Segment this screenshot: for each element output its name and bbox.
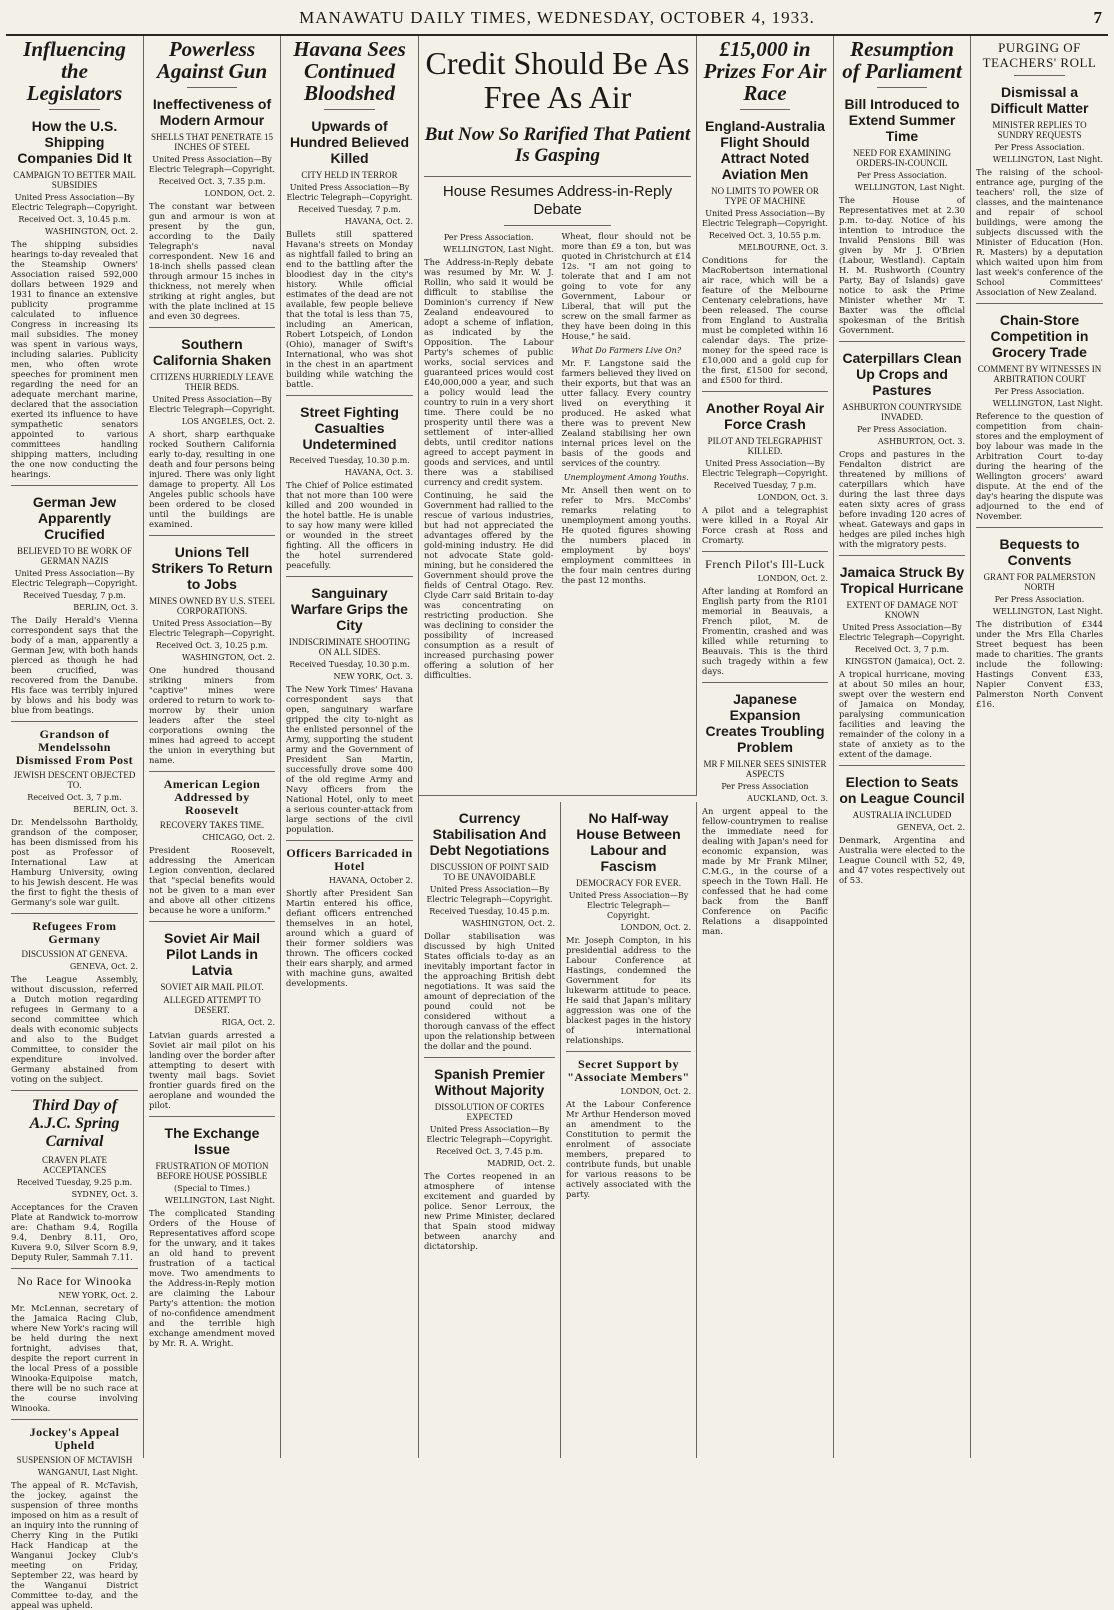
credit: Per Press Association. xyxy=(994,595,1085,604)
article-body: The Cortes reopened in an atmosphere of intense excitement and guarded by police. Senor Lerroux, the new Prime Minister, declared that Spain stood midway between anarchy and dictatorship. xyxy=(424,1171,555,1251)
headline: Election to Seats on League Council xyxy=(839,774,965,806)
dateline: LOS ANGELES, Oct. 2. xyxy=(181,417,275,426)
credit: United Press Association—By Electric Telegraph—Copyright. xyxy=(11,193,138,212)
article-body: The Address-in-Reply debate was resumed by Mr. W. J. Rollin, who said it would be difficult to stabilise the Dominion's currency if New Zealand endeavoured to adopt a scheme of inflation, as indicated by the Opposition. The Labour Party's schemes of public works, social services and guaranteed prices would cost £40,000,000 a year, and such a policy would lead the country to ruin in a very short time. There could be no prosperity until there was a settlement of inter-allied debts, until creditor nations agreed to accept payment in goods and services, and until there was a stabilised currency and credit system. xyxy=(424,257,554,487)
divider xyxy=(149,1116,275,1117)
subhead: Upwards of Hundred Believed Killed xyxy=(289,118,410,166)
received-line: Received Tuesday, 10.30 p.m. xyxy=(289,456,410,465)
dateline: LONDON, Oct. 2. xyxy=(757,574,828,583)
dateline: AUCKLAND, Oct. 3. xyxy=(747,794,828,803)
center-columns xyxy=(424,231,691,680)
divider xyxy=(11,1090,138,1091)
received-line: Received Tuesday, 10.30 p.m. xyxy=(289,660,410,669)
deck: PILOT AND TELEGRAPHIST KILLED. xyxy=(707,436,823,456)
divider xyxy=(49,109,100,110)
article-body: The raising of the school-entrance age, purging of the teachers' roll, the size of classes, and the maintenance and repair of school buildings, were among the subjects discussed with the Minister of Education (Hon. R. Masters) by a deputation which waited upon him from last week's conference of the School Committees' Association of New Zealand. xyxy=(976,167,1103,297)
dateline: WELLINGTON, Last Night. xyxy=(992,607,1103,616)
credit: United Press Association—By Electric Telegraph—Copyright. xyxy=(839,623,965,642)
headline: Chain-Store Competition in Grocery Trade xyxy=(990,312,1089,360)
deck: DISCUSSION AT GENEVA. xyxy=(21,949,128,959)
deck: BELIEVED TO BE WORK OF GERMAN NAZIS xyxy=(16,546,132,566)
column-6 xyxy=(834,36,971,1458)
article-body: Crops and pastures in the Fendalton district are threatened by millions of caterpillars which have during the last three days eaten sixty acres of grass before invading 120 acres of wheat. Gateways and gaps in hedges are piled inches high with the migratory pests. xyxy=(839,449,965,549)
credit: United Press Association—By Electric Telegraph—Copyright. xyxy=(426,1125,553,1144)
headline: Caterpillars Clean Up Crops and Pastures xyxy=(842,350,962,398)
received-line: Received Oct. 3, 7 p.m. xyxy=(854,645,950,654)
headline: The Exchange Issue xyxy=(164,1125,260,1157)
divider xyxy=(839,341,965,342)
divider xyxy=(702,551,828,552)
divider xyxy=(976,303,1103,304)
received-line: Received Tuesday, 9.25 p.m. xyxy=(16,1178,133,1187)
center-feature xyxy=(419,36,697,796)
deck: MR F MILNER SEES SINISTER ASPECTS xyxy=(703,759,827,779)
article-body: The New York Times' Havana correspondent says that open, sanguinary warfare gripped the city to-night as the enlisted personnel of the Army, supporting the student army and the Government of President San Martin, successfully drove some 400 of the old regime Army and Navy officers from the National Hotel, only to meet a serious counter-attack from large sections of the civil population. xyxy=(286,684,413,834)
divider xyxy=(1014,75,1065,76)
headline: Officers Barricaded in Hotel xyxy=(286,846,413,873)
dateline: LONDON, Oct. 2. xyxy=(204,189,275,198)
divider xyxy=(286,840,413,841)
deck: CITY HELD IN TERROR xyxy=(301,170,398,180)
center-column-left xyxy=(424,231,554,680)
headline: Grandson of Mendelssohn Dismissed From Post xyxy=(15,727,134,767)
headline: Bequests to Convents xyxy=(999,536,1080,568)
divider xyxy=(566,1051,691,1052)
credit: United Press Association—By Electric Telegraph—Copyright. xyxy=(568,891,689,920)
masthead-title: MANAWATU DAILY TIMES, WEDNESDAY, OCTOBER 4, 1933. xyxy=(299,8,815,27)
article-body: Mr. Joseph Compton, in his presidential address to the Labour Conference at Hastings, condemned the Government for its lukewarm attitude to peace. He said that Japan's military aggression was one of the blackest pages in the history of international relationships. xyxy=(566,935,691,1045)
dateline: WELLINGTON, Last Night. xyxy=(992,155,1103,164)
dateline: WASHINGTON, Oct. 2. xyxy=(44,227,138,236)
credit: Per Press Association xyxy=(721,782,809,791)
dateline: LONDON, Oct. 2. xyxy=(620,923,691,932)
article-body: Continuing, he said the Government had rallied to the rescue of various industries, but had not appreciated the advantages offered by the gold-mining industry. He did not advocate State gold-mining, but he considered the Government should prove the fields of Central Otago. Rev. Clyde Carr said Britain to-day was concentrating on restricting production. She was declining to consider the possibility of increased consumption as a result of increased purchasing power offering a solution of her difficulties. xyxy=(424,490,554,680)
divider xyxy=(877,87,927,88)
main-subheadline: But Now So Rarified That Patient Is Gasping xyxy=(424,124,691,166)
deck: ASHBURTON COUNTRYSIDE INVADED. xyxy=(842,402,962,422)
received-line: Received Tuesday, 10.45 p.m. xyxy=(429,907,550,916)
article-body: A pilot and a telegraphist were killed in a Royal Air Force crash at Ross and Cromarty. xyxy=(702,505,828,545)
article-body: Mr. McLennan, secretary of the Jamaica Racing Club, where New York's racing will be held during the next fortnight, advises that, despite the report current in the local Press of a possible Winooka-Equipoise match, there will be no such race at the course involving Winooka. xyxy=(11,1303,138,1413)
headline: Sanguinary Warfare Grips the City xyxy=(291,585,408,633)
dateline: BERLIN, Oct. 3. xyxy=(73,603,138,612)
received-line: Received Tuesday, 7 p.m. xyxy=(713,481,817,490)
article-body: The appeal of R. McTavish, the jockey, against the suspension of three months imposed on him as a result of an inquiry into the running of Cherry King in the Putiki Hack Handicap at the Wanganui Jockey Club's meeting on Friday, September 22, was heard by the Wanganui District Committee to-day, and the appeal was upheld. xyxy=(11,1480,138,1610)
divider xyxy=(149,535,275,536)
article-body: The League Assembly, without discussion, referred a Dutch motion regarding refugees in Germany to a second committee which deals with economic subjects and also to the Budget Committee, to consider the expenditure involved. Germany abstained from voting on the subject. xyxy=(11,974,138,1084)
deck: CITIZENS HURRIEDLY LEAVE THEIR BEDS. xyxy=(150,372,274,392)
main-headline: Credit Should Be As Free As Air xyxy=(425,45,690,115)
headline: Resumption of Parliament xyxy=(842,37,962,83)
received-line: Received Oct. 3, 7.45 p.m. xyxy=(435,1147,544,1156)
article-body: The distribution of £344 under the Mrs Ella Charles Street bequest has been made to charities. The grants include the following: Hastings Convent £33, Napier Convent £33, Palmerston North Convent £16. xyxy=(976,619,1103,709)
divider xyxy=(286,576,413,577)
article-body: The Daily Herald's Vienna correspondent says that the body of a man, apparently a German Jew, with both hands pierced as though he had been crucified, was recovered from the Danube. His face was terribly injured by blows and his body was blue from beatings. xyxy=(11,615,138,715)
credit: Per Press Association. xyxy=(857,425,947,434)
divider xyxy=(187,87,237,88)
dateline: ASHBURTON, Oct. 3. xyxy=(877,437,965,446)
deck: RECOVERY TAKES TIME. xyxy=(159,820,265,830)
deck: INDISCRIMINATE SHOOTING ON ALL SIDES. xyxy=(288,637,411,657)
subhead: England-Australia Flight Should Attract Noted Aviation Men xyxy=(705,118,825,182)
headline: American Legion Addressed by Roosevelt xyxy=(163,777,261,817)
credit: (Special to Times.) xyxy=(174,1184,250,1193)
article-body: The complicated Standing Orders of the House of Representatives afford scope for the unwary, and it takes an old hand to prevent frustration of a tactical move. Two amendments to the Address-in-Reply motion are claiming the Labour Party's attention: the motion of no-confidence amendment and the terrible high exchange amendment moved by Mr. R. A. Wright. xyxy=(149,1208,275,1348)
credit: United Press Association—By Electric Telegraph—Copyright. xyxy=(149,619,275,638)
article-body: Mr. F. Langstone said the farmers believed they lived on their exports, but that was an utter fallacy. Every country lived on everything it produced. He asked what there was to prevent New Zealand stabilising her own internal prices level on the basis of the goods and services of the country. xyxy=(561,358,691,468)
deck: NO LIMITS TO POWER OR TYPE OF MACHINE xyxy=(711,186,819,206)
article-body: Latvian guards arrested a Soviet air mail pilot on his landing over the border after attempting to desert with twenty mail bags. Soviet frontier guards fired on the aeroplane and wounded the pilot. xyxy=(149,1030,275,1110)
credit: United Press Association—By Electric Telegraph—Copyright. xyxy=(11,569,138,588)
headline: Jamaica Struck By Tropical Hurricane xyxy=(839,564,965,596)
dateline: HAVANA, Oct. 2. xyxy=(344,217,413,226)
article-body: Dollar stabilisation was discussed by high United States officials to-day as an inevitably important factor in the approaching British debt negotiations. It was said the amount of depreciation of the pound could not be considered without a thorough canvass of the effect upon the relationship between the dollar and the pound. xyxy=(424,931,555,1051)
deck: GRANT FOR PALMERSTON NORTH xyxy=(983,572,1096,592)
divider xyxy=(424,1057,555,1058)
article-body: Conditions for the MacRobertson international air race, which will be a feature of the Melbourne Centenary celebrations, have been released. The course from England to Australia must be completed within 16 calendar days. The prize-money for the speed race is £10,000 and a gold cup for the first, £1500 for second, and £500 for third. xyxy=(702,255,828,385)
deck: CAMPAIGN TO BETTER MAIL SUBSIDIES xyxy=(13,170,136,190)
subhead: Dismissal a Difficult Matter xyxy=(990,84,1089,116)
divider xyxy=(702,682,828,683)
dateline: NEW YORK, Oct. 2. xyxy=(58,1291,138,1300)
subheading: Unemployment Among Youths. xyxy=(563,473,689,482)
deck: SOVIET AIR MAIL PILOT. xyxy=(160,982,264,992)
dateline: WELLINGTON, Last Night. xyxy=(854,183,965,192)
headline: Spanish Premier Without Majority xyxy=(434,1066,545,1098)
dateline: HAVANA, Oct. 3. xyxy=(344,468,413,477)
credit: Per Press Association. xyxy=(994,387,1085,396)
deck: DISCUSSION OF POINT SAID TO BE UNAVOIDABLE xyxy=(430,862,549,882)
article-body: Acceptances for the Craven Plate at Randwick to-morrow are: Chatham 9.4, Rogilla 9.4, Denbry 8.11, Oro, Kuvera 9.0, Silver Scorn 8.9, Deputy Ruler, Sammah 7.11. xyxy=(11,1202,138,1262)
divider xyxy=(740,109,790,110)
dateline: MELBOURNE, Oct. 3. xyxy=(738,243,828,252)
received-line: Received Tuesday, 7 p.m. xyxy=(298,205,401,214)
headline: Currency Stabilisation And Debt Negotiations xyxy=(429,810,550,858)
article-body: The Chief of Police estimated that not more than 100 were killed and 200 wounded in the hotel battle. He is unable to say how many were killed or wounded in the street fighting. All the officers in the hotel surrendered peacefully. xyxy=(286,480,413,570)
received-line: Received Oct. 3, 10.55 p.m. xyxy=(708,231,822,240)
divider xyxy=(11,1268,138,1269)
credit: United Press Association—By Electric Telegraph—Copyright. xyxy=(149,155,275,174)
house-headline: House Resumes Address-in-Reply Debate xyxy=(442,183,673,218)
dateline: WASHINGTON, Oct. 2. xyxy=(181,653,275,662)
divider xyxy=(11,721,138,722)
deck: AUSTRALIA INCLUDED xyxy=(852,810,952,820)
divider xyxy=(286,395,413,396)
headline: Powerless Against Gun xyxy=(156,37,268,83)
headline: Refugees From Germany xyxy=(32,919,117,946)
headline: Japanese Expansion Creates Troubling Problem xyxy=(705,691,825,755)
article-body: Wheat, flour should not be more than £9 a ton, but was quoted in Christchurch at £14 12s. "I am not going to tolerate that and I am not going to vote for any Government, Labour or Liberal, that will put the screw on the small farmer as they have been doing in this House," he said. xyxy=(561,231,691,341)
credit: United Press Association—By Electric Telegraph—Copyright. xyxy=(702,459,828,478)
headline: No Race for Winooka xyxy=(17,1274,132,1288)
deck: NEED FOR EXAMINING ORDERS-IN-COUNCIL xyxy=(853,148,951,168)
column-1 xyxy=(6,36,144,1610)
deck: FRUSTRATION OF MOTION BEFORE HOUSE POSSIBLE xyxy=(155,1161,269,1181)
dateline: WELLINGTON, Last Night. xyxy=(164,1196,275,1205)
article-body: Mr. Ansell then went on to refer to Mrs. McCombs' remarks relating to unemployment among youths. He quoted figures showing the numbers placed in employment by boys' employment committees in the four main centres during the past 12 months. xyxy=(561,485,691,585)
credit: United Press Association—By Electric Telegraph—Copyright. xyxy=(149,395,275,414)
headline: Street Fighting Casualties Undetermined xyxy=(300,404,399,452)
divider xyxy=(11,913,138,914)
divider xyxy=(702,391,828,392)
received-line: Received Tuesday, 7 p.m. xyxy=(23,591,126,600)
dateline: LONDON, Oct. 2. xyxy=(620,1087,691,1096)
divider xyxy=(11,485,138,486)
credit: United Press Association—By Electric Telegraph—Copyright. xyxy=(426,885,553,904)
received-line: Received Oct. 3, 10.45 p.m. xyxy=(18,215,131,224)
deck: DISSOLUTION OF CORTES EXPECTED xyxy=(434,1102,545,1122)
headline: Another Royal Air Force Crash xyxy=(705,400,825,432)
article-body: Reference to the question of competition from chain-stores and the employment of boy labour was made in the Arbitration Court to-day during the hearing of the Wellington grocers' award dispute. At the end of the day's hearing the dispute was adjourned to the end of November. xyxy=(976,411,1103,521)
headline: Soviet Air Mail Pilot Lands in Latvia xyxy=(164,930,260,978)
received-line: Received Oct. 3, 7 p.m. xyxy=(27,793,122,802)
headline: French Pilot's Ill-Luck xyxy=(705,557,825,571)
article-body: A short, sharp earthquake rocked Southern California early to-day, resulting in one death and four persons being injured. There was only light damage to property. All Los Angeles public schools have been ordered to be closed until the buildings are examined. xyxy=(149,429,275,529)
article-body: At the Labour Conference Mr Arthur Henderson moved an amendment to the Constitution to permit the enrolment of associate members, prepared to contribute funds, but unable for various reasons to be actively associated with the party. xyxy=(566,1099,691,1199)
headline: £15,000 in Prizes For Air Race xyxy=(703,37,827,105)
article-body: Shortly after President San Martin entered his office, defiant officers entrenched themselves in an hotel, around which a guard of their former soldiers was thrown. The officers cocked their ears sharply, and armed with machine guns, awaited developments. xyxy=(286,888,413,988)
dateline: WANGANUI, Last Night. xyxy=(37,1468,138,1477)
divider xyxy=(839,555,965,556)
dateline: WELLINGTON, Last Night. xyxy=(443,245,554,254)
dateline: LONDON, Oct. 3. xyxy=(757,493,828,502)
deck: MINES OWNED BY U.S. STEEL CORPORATIONS. xyxy=(149,596,275,616)
article-body: The shipping subsidies hearings to-day revealed that the Steamship Owners' Association raised 592,000 dollars between 1929 and 1931 to finance an extensive publicity programme calculated to influence Congress in increasing its mail subsidies. The money was spent in various ways, including salaries. Publicity men, who often wrote speeches for prominent men regarding the need for an adequate merchant marine, declared that the association exerted its influence to have sympathetic senators appointed to various committees handling shipping matters, including the one now conducting the hearings. xyxy=(11,239,138,479)
headline: Third Day of A.J.C. Spring Carnival xyxy=(29,1097,120,1150)
divider xyxy=(324,109,375,110)
masthead xyxy=(6,4,1108,36)
dateline: CHICAGO, Oct. 2. xyxy=(202,833,275,842)
dateline: MADRID, Oct. 2. xyxy=(487,1159,555,1168)
article-body: Dr. Mendelssohn Bartholdy, grandson of the composer, has been dismissed from his post as Professor of International Law at Hamburg University, owing to his Jewish descent. He was the first to fight the thesis of Germany's sole war guilt. xyxy=(11,817,138,907)
article-body: President Roosevelt, addressing the American Legion convention, declared that "special benefits would not be given to a man ever and above all other citizens because he wore a uniform." xyxy=(149,845,275,915)
subhead: How the U.S. Shipping Companies Did It xyxy=(17,118,132,166)
headline: Unions Tell Strikers To Return to Jobs xyxy=(151,544,273,592)
headline: No Half-way House Between Labour and Fascism xyxy=(576,810,681,874)
dateline: WASHINGTON, Oct. 2. xyxy=(461,919,555,928)
center-column-right xyxy=(562,231,692,680)
received-line: Received Oct. 3, 10.25 p.m. xyxy=(155,641,269,650)
column-7 xyxy=(971,36,1108,1458)
divider xyxy=(11,1419,138,1420)
deck: SHELLS THAT PENETRATE 15 INCHES OF STEEL xyxy=(151,132,273,152)
deck: DEMOCRACY FOR EVER. xyxy=(576,878,681,888)
headline: German Jew Apparently Crucified xyxy=(32,494,117,542)
dateline: WELLINGTON, Last Night. xyxy=(992,399,1103,408)
dateline: HAVANA, October 2. xyxy=(328,876,413,885)
subhead: Bill Introduced to Extend Summer Time xyxy=(844,96,960,144)
deck: COMMENT BY WITNESSES IN ARBITRATION COURT xyxy=(977,364,1102,384)
dateline: BERLIN, Oct. 3. xyxy=(73,805,138,814)
article-body: After landing at Romford an English party from the R101 memorial in Beauvais, a French pilot, M. de Fromentin, crashed and was killed while returning to Beauvais. This is the third such tragedy within a few days. xyxy=(702,586,828,676)
deck: MINISTER REPLIES TO SUNDRY REQUESTS xyxy=(992,120,1087,140)
dateline: RIGA, Oct. 2. xyxy=(221,1018,275,1027)
credit: United Press Association—By Electric Telegraph—Copyright. xyxy=(286,183,413,202)
column-2 xyxy=(144,36,281,1458)
headline: Secret Support by "Associate Members" xyxy=(567,1057,690,1084)
divider xyxy=(149,771,275,772)
article-body: The House of Representatives met at 2.30 p.m. to-day. Notice of his intention to introduce the Invalid Pensions Bill was given by Mr J. O'Brien (Labour, Westland). Captain H. M. Rushworth (Country Party, Bay of Islands) gave notice to ask the Prime Minister whether Mr T. Baxter was the official spokesman of the British Government. xyxy=(839,195,965,335)
divider xyxy=(976,527,1103,528)
deck: CRAVEN PLATE ACCEPTANCES xyxy=(41,1155,108,1175)
page-number: 7 xyxy=(1093,8,1102,27)
dateline: GENEVA, Oct. 2. xyxy=(896,823,965,832)
bottom-column-left xyxy=(419,802,561,1458)
divider xyxy=(149,327,275,328)
column-3 xyxy=(281,36,419,1458)
headline: Southern California Shaken xyxy=(152,336,272,368)
headline: Influencing the Legislators xyxy=(23,37,126,105)
received-line: Received Oct. 3, 7.35 p.m. xyxy=(158,177,266,186)
divider xyxy=(839,765,965,766)
deck: EXTENT OF DAMAGE NOT KNOWN xyxy=(846,600,958,620)
divider xyxy=(424,176,691,177)
credit: United Press Association—By Electric Telegraph—Copyright. xyxy=(702,209,828,228)
headline: Jockey's Appeal Upheld xyxy=(29,1425,120,1452)
divider xyxy=(504,225,611,226)
columns xyxy=(6,36,1108,1610)
article-body: Bullets still spattered Havana's streets on Monday as nightfall failed to bring an end to the battling after the bloodiest day in the city's history. While official estimates of the dead are not available, few people believe that the total is less than 75, including an American, Robert Lotspeich, of London (Ohio), manager of Swift's International, who was shot in the chest in an apartment building while watching the battle. xyxy=(286,229,413,389)
credit: Per Press Association. xyxy=(994,143,1085,152)
dateline: NEW YORK, Oct. 3. xyxy=(333,672,413,681)
dateline: GENEVA, Oct. 2. xyxy=(69,962,138,971)
divider xyxy=(149,921,275,922)
article-body: A tropical hurricane, moving at about 50 miles an hour, swept over the western end of Jamaica on Monday, paralysing communication facilities and leaving the remainder of the colony in a state of anxiety as to the extent of the damage. xyxy=(839,669,965,759)
article-body: Denmark, Argentina and Australia were elected to the League Council with 52, 49, and 47 votes respectively out of 53. xyxy=(839,835,965,885)
subhead: Ineffectiveness of Modern Armour xyxy=(152,96,272,128)
dateline: SYDNEY, Oct. 3. xyxy=(71,1190,138,1199)
article-body: One hundred thousand striking miners from "captive" mines were ordered to return to work to-morrow by their union leaders after the steel corporations owning the mines had agreed to accept the union in everything but name. xyxy=(149,665,275,765)
article-body: The constant war between gun and armour is won at present by the gun, according to the Daily Telegraph's naval correspondent. New 16 and 18-inch shells passed clean through armour 15 inches in thickness, not merely when striking at right angles, but with the plate inclined at 15 and even 30 degrees. xyxy=(149,201,275,321)
headline: Havana Sees Continued Bloodshed xyxy=(293,37,406,105)
dateline: KINGSTON (Jamaica), Oct. 2. xyxy=(845,657,965,666)
subheading: What Do Farmers Live On? xyxy=(571,346,682,355)
credit: Per Press Association. xyxy=(857,171,947,180)
credit: Per Press Association. xyxy=(443,233,534,242)
headline: PURGING OF TEACHERS' ROLL xyxy=(982,40,1097,70)
column-5 xyxy=(697,36,834,1458)
bottom-column-right xyxy=(561,802,697,1458)
deck: SUSPENSION OF MCTAVISH xyxy=(16,1455,133,1465)
deck: ALLEGED ATTEMPT TO DESERT. xyxy=(163,995,261,1015)
deck: JEWISH DESCENT OBJECTED TO. xyxy=(13,770,136,790)
article-body: An urgent appeal to the fellow-countrymen to realise the immediate need for dealing with Japan's need for economic expansion, was made by Mr Frank Milner, C.M.G., in the course of a speech in the Town Hall. He confessed that he had come back from the Banff Conference on Pacific Relations a disappointed man. xyxy=(702,806,828,936)
